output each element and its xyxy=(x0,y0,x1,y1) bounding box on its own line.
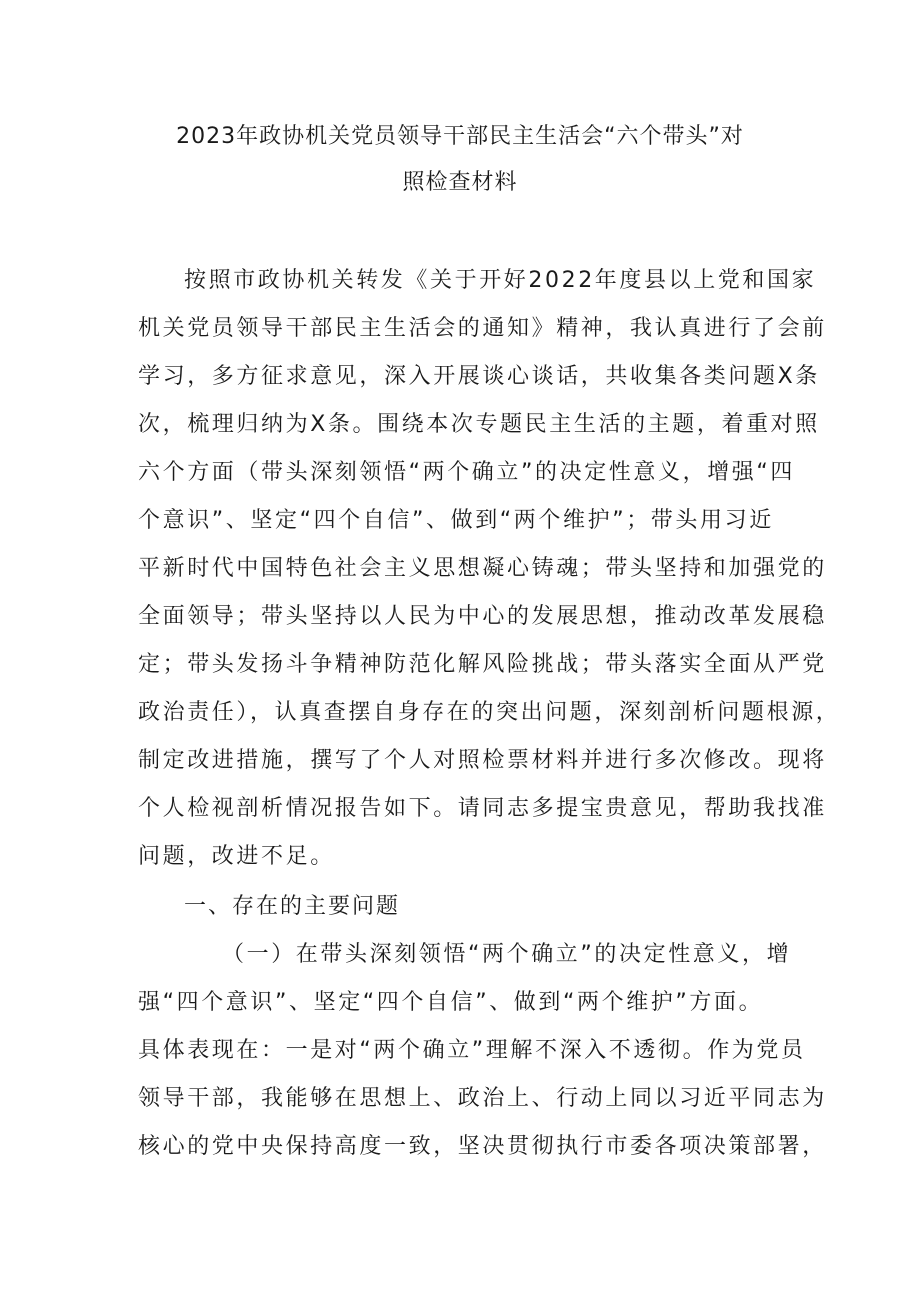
intro-line: 个人检视剖析情况报告如下。请同志多提宝贵意见，帮助我找准 xyxy=(138,796,827,821)
intro-line: 制定改进措施，撰写了个人对照检票材料并进行多次修改。现将 xyxy=(138,748,827,773)
section-heading: 一、存在的主要问题 xyxy=(184,894,401,919)
document-title-line-1: 2023年政协机关党员领导干部民主生活会“六个带头”对 xyxy=(176,124,744,149)
intro-line: 问题，改进不足。 xyxy=(138,844,335,869)
intro-line: 次，梳理归纳为X条。围绕本次专题民主生活的主题，着重对照 xyxy=(138,412,820,437)
intro-line: 个意识”、坚定“四个自信”、做到“两个维护”；带头用习近 xyxy=(138,508,774,533)
subsection-line: 具体表现在：一是对“两个确立”理解不深入不透彻。作为党员 xyxy=(138,1038,806,1063)
intro-line: 机关党员领导干部民主生活会的通知》精神，我认真进行了会前 xyxy=(138,316,827,341)
subsection-line: （一）在带头深刻领悟“两个确立”的决定性意义，增 xyxy=(222,942,792,967)
subsection-line: 核心的党中央保持高度一致，坚决贯彻执行市委各项决策部署， xyxy=(138,1134,827,1159)
document-title-line-2: 照检查材料 xyxy=(402,170,518,195)
intro-line: 六个方面（带头深刻领悟“两个确立”的决定性意义，增强“四 xyxy=(138,460,795,485)
intro-line: 按照市政协机关转发《关于开好2022年度县以上党和国家 xyxy=(184,268,817,293)
intro-line: 政治责任），认真查摆自身存在的突出问题，深刻剖析问题根源， xyxy=(138,700,841,725)
intro-line: 定；带头发扬斗争精神防范化解风险挑战；带头落实全面从严党 xyxy=(138,652,827,677)
subsection-line: 强“四个意识”、坚定“四个自信”、做到“两个维护”方面。 xyxy=(138,990,764,1015)
subsection-line: 领导干部，我能够在思想上、政治上、行动上同以习近平同志为 xyxy=(138,1086,827,1111)
intro-line: 全面领导；带头坚持以人民为中心的发展思想，推动改革发展稳 xyxy=(138,604,827,629)
intro-line: 学习，多方征求意见，深入开展谈心谈话，共收集各类问题X条 xyxy=(138,364,820,389)
intro-line: 平新时代中国特色社会主义思想凝心铸魂；带头坚持和加强党的 xyxy=(138,556,827,581)
